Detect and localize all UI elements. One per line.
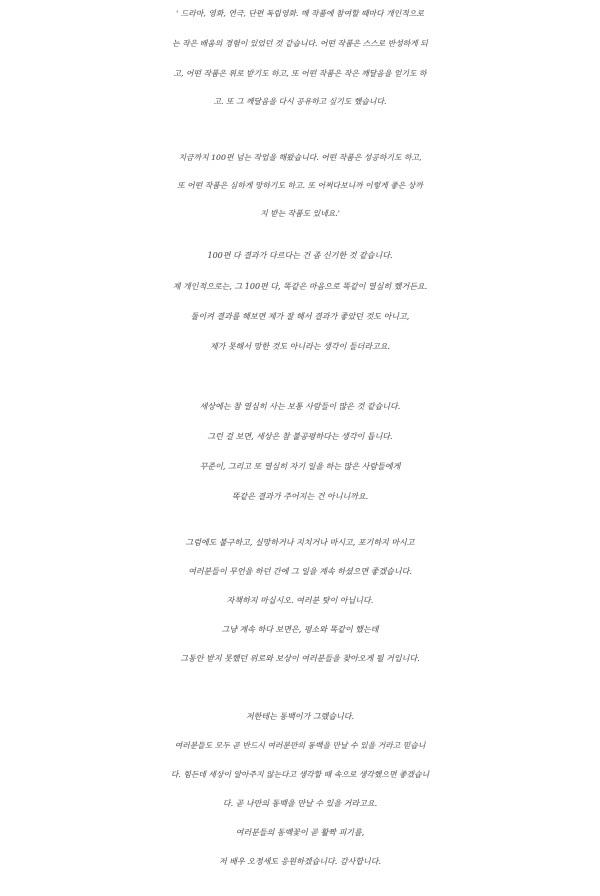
text-line: 그동안 받지 못했던 위로와 보상이 여러분들을 찾아오게 될 거입니다. [180,654,420,663]
text-line: 또 어떤 작품은 심하게 망하기도 하고. 또 어쩌다보니까 이렇게 좋은 상까 [177,181,423,190]
text-line: ' 드라마, 영화, 연극, 단편 독립영화. 매 작품에 참여할 때마다 개인적으로 [176,9,424,18]
text-line: 그런 걸 보면, 세상은 참 불공평하다는 생각이 듭니다. [207,432,393,441]
text-line: 고, 어떤 작품은 위로 받기도 하고, 또 어떤 작품은 작은 깨달음을 얻기도 하 [173,69,427,78]
text-line: 다. 힘든데 세상이 알아주지 않는다고 생각할 때 속으로 생각했으면 좋겠습니 [170,770,430,779]
text-line: 돌이켜 결과를 해보면 제가 잘 해서 결과가 좋았던 것도 아니고, [190,312,410,321]
text-line: 똑같은 결과가 주어지는 건 아니니까요. [231,492,369,501]
text-line: 그냥 계속 하다 보면은, 평소와 똑같이 했는데 [221,625,379,634]
text-line: 제가 못해서 망한 것도 아니라는 생각이 들더라고요. [209,342,391,351]
text-line: 는 작은 배움의 경험이 있었던 것 같습니다. 어떤 작품은 스스로 반성하게 되 [172,39,428,48]
text-line: 그럼에도 불구하고, 실망하거나 지치거나 마시고, 포기하지 마시고 [185,538,415,547]
text-line: 여러분들도 모두 곧 반드시 여러분만의 동백을 만날 수 있을 거라고 믿습니 [174,741,426,750]
text-line: 고. 또 그 깨달음을 다시 공유하고 싶기도 했습니다. [213,97,387,106]
text-line: 다. 곧 나만의 동백을 만날 수 있을 거라고요. [222,799,378,808]
text-line: 지 받는 작품도 있네요.' [260,209,340,218]
text-line: 꾸준이, 그리고 또 열심히 자기 일을 하는 많은 사람들에게 [199,462,401,471]
text-line: 자책하지 마십시오. 여러분 탓이 아닙니다. [226,596,374,605]
text-line: 여러분들의 동백꽃이 곧 활짝 피기를, [235,828,365,837]
text-line: 지금까지 100편 넘는 작업을 해왔습니다. 어떤 작품은 성공하기도 하고, [178,153,422,162]
text-line: 세상에는 참 열심히 사는 보통 사람들이 많은 것 같습니다. [199,402,401,411]
text-line: 100편 다 결과가 다르다는 건 좀 신기한 것 같습니다. [207,251,393,260]
text-line: 여러분들이 무언을 하던 간에 그 일을 계속 하셨으면 좋겠습니다. [188,567,412,576]
text-line: 제 개인적으로는, 그 100편 다, 똑같은 마음으로 똑같이 열심히 했거든요. [172,282,428,291]
text-line: 저 배우 오정세도 응원하겠습니다. 감사합니다. [218,857,382,866]
text-line: 저한테는 동백이가 그랬습니다. [245,712,355,721]
